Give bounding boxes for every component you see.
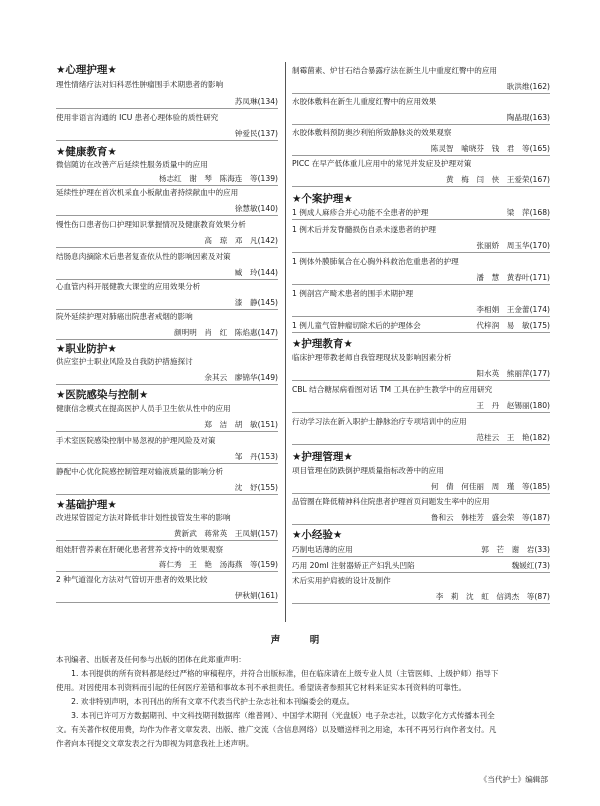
article-authors-page: 沈 妤(155) [234,483,278,492]
entry-underline [292,412,550,413]
section-heading: ★医院感染与控制★ [56,389,149,401]
article-authors-page: 高 琼 邓 凡(142) [204,236,278,245]
entry-underline [292,284,550,285]
article-title: 手术室医院感染控制中易忽视的护理风险及对策 [56,436,216,445]
article-authors-page: 徐慧敏(140) [234,204,278,213]
entry-underline [292,444,550,445]
article-title: 品管圈在降低精神科住院患者护理首页问题发生率中的应用 [292,497,490,506]
article-title: 慢性伤口患者伤口护理知识掌握情况及健康教育效果分析 [56,220,246,229]
article-authors-page: 杨志红 谢 琴 陈海连 等(139) [158,174,278,183]
article-title: 1 例儿童气管肿瘤切除术后的护理体会 [292,321,421,330]
entry-underline [56,108,278,109]
notice-line: 1. 本刊提供的所有资料都是经过严格的审稿程序，并符合出版标准，但在临床请在上级专业人员（主管医师、上级护师）指导下 [56,669,499,678]
notice-line: 3. 本刊已许可万方数据期刊、中文科技期刊数据库（维普网）、中国学术期刊（光盘版）电子杂志社，以数字化方式传播本刊全 [56,711,495,720]
article-authors-page: 耿洪维(162) [506,82,550,91]
entry-underline [292,316,550,317]
article-title: 制霉菌素、炉甘石结合暴露疗法在新生儿中重度红臀中的应用 [292,66,498,75]
entry-underline [292,219,550,220]
article-title: CBL 结合糖尿病看图对话 TM 工具在护生教学中的应用研究 [292,385,493,394]
notice-line: 2. 欢非特别声明，本刊刊出的所有文章不代表当代护士杂志社和本刊编委会的观点。 [56,697,355,706]
article-authors-page: 苏凤琳(134) [234,97,278,106]
entry-underline [56,247,278,248]
entry-underline [56,540,278,541]
entry-underline [292,93,550,94]
article-authors-page: 臧 玲(144) [234,268,278,277]
entry-underline [56,431,278,432]
article-authors-page: 黄 梅 闫 侠 王爱荣(167) [446,175,550,184]
article-title: 心血管内科开展健教大课堂的应用效果分析 [56,282,201,291]
entry-underline [292,124,550,125]
entry-underline [56,463,278,464]
entry-underline [56,309,278,310]
article-authors-page: 陈灵智 喻晓芬 钱 君 等(165) [430,144,550,153]
article-title: 供应室护士职业风险及自我防护措施探讨 [56,357,193,366]
notice-line: 使用。对因使用本刊资料而引起的任何医疗差错和事故本刊不承担责任。希望读者参照其它材料来证实本刊资料的可靠性。 [56,683,467,692]
entry-underline [292,556,550,557]
article-title: 使用非语言沟通的 ICU 患者心理体验的质性研究 [56,113,219,122]
entry-underline [292,252,550,253]
article-authors-page: 潘 慧 黄春叶(171) [476,273,550,282]
article-authors-page: 阳水英 熊丽萍(177) [476,369,550,378]
article-authors-page: 邹 丹(153) [234,452,278,461]
article-title: 静配中心优化院感控制管理对输液质量的影响分析 [56,467,224,476]
column-divider [285,62,286,622]
article-authors-page: 代梓润 易 敏(175) [476,321,550,330]
article-authors-page: 魏媛红(73) [511,561,550,570]
article-authors-page: 余其云 廖锦华(149) [204,373,278,382]
article-title: 结肠息肉摘除术后患者复查依从性的影响因素及对策 [56,252,231,261]
entry-underline [56,494,278,495]
entry-underline [292,332,550,333]
article-title: 1 例剖宫产畸术患者的围手术期护理 [292,289,414,298]
section-heading: ★职业防护★ [56,343,117,355]
section-heading: ★护理教育★ [292,338,353,350]
article-authors-page: 郑 洁 胡 敏(151) [204,420,278,429]
section-heading: ★个案护理★ [292,193,353,205]
article-authors-page: 黄新武 蒋常英 王凤娟(157) [174,529,278,538]
notice-title: 声 明 [270,635,330,646]
section-heading: ★心理护理★ [56,64,117,76]
entry-underline [292,380,550,381]
article-title: 水胶体敷料预防奥沙利铂所致静脉炎的效果观察 [292,128,452,137]
entry-underline [292,524,550,525]
article-authors-page: 伊秋娟(161) [234,591,278,600]
article-title: 巧用 20ml 注射器矫正产妇乳头凹陷 [292,561,415,570]
article-title: 微信随访在改善产后延续性服务质量中的应用 [56,160,208,169]
article-authors-page: 陶晶琨(163) [506,113,550,122]
article-title: 改进尿管固定方法对降低非计划性拔管发生率的影响 [56,513,231,522]
article-authors-page: 何 倩 何佳丽 周 瑾 等(185) [430,482,550,491]
section-heading: ★护理管理★ [292,451,353,463]
article-title: 1 例成人麻疹合并心功能不全患者的护理 [292,208,429,217]
article-title: 术后实用护肩被的设计及制作 [292,576,391,585]
entry-underline [56,602,278,603]
article-authors-page: 范桂云 王 艳(182) [476,433,550,442]
entry-underline [56,279,278,280]
article-authors-page: 王 丹 赵锡丽(180) [476,401,550,410]
notice-line: 本刊编者、出版者及任何参与出版的团体在此郑重声明： [56,655,246,664]
article-authors-page: 漆 静(145) [234,298,278,307]
entry-underline [292,572,550,573]
article-title: 延续性护理在首次机采血小板献血者持续献血中的应用 [56,188,239,197]
article-title: 1 例体外膜肺氧合在心胸外科救治危重患者的护理 [292,257,459,266]
notice-line: 作者向本刊提交文章发表之行为即视为同意我社上述声明。 [56,739,254,748]
entry-underline [292,603,550,604]
entry-underline [292,155,550,156]
article-title: 2 种气道湿化方法对气管切开患者的效果比较 [56,575,208,584]
article-title: 1 例术后并发脊髓损伤自杀未遂患者的护理 [292,225,436,234]
section-heading: ★小经验★ [292,529,343,541]
article-title: 组娃肝营养素在肝硬化患者营养支持中的效果观察 [56,545,224,554]
article-title: 行动学习法在新入职护士静脉治疗专项培训中的应用 [292,417,467,426]
article-title: 项目管理在防跌倒护理质量指标改善中的应用 [292,466,444,475]
article-title: 理性情绪疗法对妇科恶性肿瘤围手术期患者的影响 [56,80,224,89]
entry-underline [292,493,550,494]
article-authors-page: 李相娟 王金蕾(174) [476,305,550,314]
article-authors-page: 梁 萍(168) [506,208,550,217]
entry-underline [56,339,278,340]
entry-underline [292,186,550,187]
notice-signature: 《当代护士》编辑部 [479,775,548,784]
section-heading: ★基础护理★ [56,499,117,511]
article-authors-page: 张丽娇 周玉华(170) [476,241,550,250]
entry-underline [56,140,278,141]
article-authors-page: 鲁和云 韩桂芳 盛会荣 等(187) [430,513,550,522]
section-heading: ★健康教育★ [56,146,117,158]
entry-underline [56,185,278,186]
article-title: PICC 在早产低体重儿应用中的常见并发症及护理对策 [292,159,472,168]
article-title: 院外延续护理对肺癌出院患者戒烟的影响 [56,312,193,321]
article-title: 健康信念模式在提高医护人员手卫生依从性中的应用 [56,404,231,413]
article-title: 水胶体敷料在新生儿重度红臀中的应用效果 [292,97,437,106]
article-authors-page: 钟爱民(137) [234,129,278,138]
article-title: 临床护理带教老师自我管理现状及影响因素分析 [292,353,452,362]
article-title: 巧制电话薄的应用 [292,545,353,554]
article-authors-page: 郭 芒 谢 岩(33) [481,545,550,554]
article-authors-page: 李 莉 沈 虹 信鸿杰 等(87) [435,592,550,601]
notice-line: 文。有关著作权使用费，均作为作者文章发表、出版、推广交流（含信息网络）以及赠送样刊之用途，本刊不再另行向作者支付。凡 [56,725,497,734]
entry-underline [56,215,278,216]
entry-underline [56,384,278,385]
article-authors-page: 蒋仁秀 王 艳 汤海燕 等(159) [158,560,278,569]
article-authors-page: 颜明明 肖 红 陈焰惠(147) [174,328,278,337]
entry-underline [56,571,278,572]
